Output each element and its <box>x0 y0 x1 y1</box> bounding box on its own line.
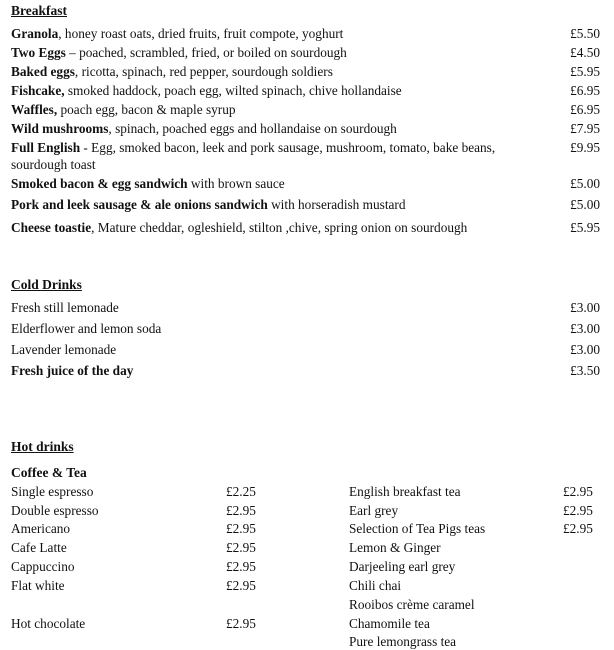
item-desc: , honey roast oats, dried fruits, fruit compote, yoghurt <box>58 26 344 41</box>
item-name: Granola <box>11 26 59 41</box>
item-price: £2.95 <box>226 616 256 631</box>
item-price: £2.25 <box>226 484 256 499</box>
item-price: £2.95 <box>563 521 593 536</box>
item-name: Wild mushrooms <box>11 121 109 136</box>
item-price: £3.00 <box>570 300 600 315</box>
item-price: £2.95 <box>226 521 256 536</box>
item-desc-continued: sourdough toast <box>11 157 96 172</box>
item-price: £2.95 <box>226 578 256 593</box>
menu-item-earl-grey: Earl grey <box>349 503 399 518</box>
menu-item-tea-pigs-selection: Selection of Tea Pigs teas <box>349 521 486 536</box>
menu-item-english-breakfast-tea: English breakfast tea <box>349 484 461 499</box>
hot-drinks-heading: Hot drinks <box>11 439 74 454</box>
menu-item-pork-leek-sandwich <box>11 197 406 213</box>
item-price: £3.00 <box>570 342 600 357</box>
item-name: Full English <box>11 140 81 155</box>
item-price: £2.95 <box>563 503 593 518</box>
cold-drinks-heading: Cold Drinks <box>11 277 82 292</box>
item-name: Pork and leek sausage & ale onions sandwich <box>11 197 268 212</box>
item-price: £5.00 <box>570 197 600 212</box>
item-desc: , spinach, poached eggs and hollandaise on sourdough <box>108 121 397 136</box>
item-price: £5.50 <box>570 26 600 41</box>
item-desc: with horseradish mustard <box>267 197 406 212</box>
item-price: £3.50 <box>570 363 600 378</box>
item-price: £9.95 <box>570 140 600 155</box>
menu-item-bacon-egg-sandwich <box>11 176 285 192</box>
menu-item-cafe-latte: Cafe Latte <box>11 540 67 555</box>
item-name: Fishcake, <box>11 83 65 98</box>
item-name: Waffles, <box>11 102 58 117</box>
coffee-tea-subheading: Coffee & Tea <box>11 465 87 480</box>
item-price: £5.95 <box>570 64 600 79</box>
item-price: £3.00 <box>570 321 600 336</box>
menu-item-cheese-toastie <box>11 220 467 236</box>
menu-item-full-english <box>11 140 495 156</box>
menu-item-fishcake <box>11 83 402 99</box>
menu-item-single-espresso: Single espresso <box>11 484 94 499</box>
menu-item-flat-white: Flat white <box>11 578 65 593</box>
menu-item-rooibos-creme-caramel: Rooibos crème caramel <box>349 597 475 612</box>
item-price: £2.95 <box>226 503 256 518</box>
item-name: Two Eggs <box>11 45 66 60</box>
menu-item-cappuccino: Cappuccino <box>11 559 75 574</box>
item-desc: with brown sauce <box>187 176 285 191</box>
menu-item-fresh-still-lemonade: Fresh still lemonade <box>11 300 119 315</box>
menu-item-elderflower-soda: Elderflower and lemon soda <box>11 321 162 336</box>
item-desc: – poached, scrambled, fried, or boiled on sourdough <box>65 45 347 60</box>
menu-item-double-espresso: Double espresso <box>11 503 99 518</box>
menu-item-chamomile-tea: Chamomile tea <box>349 616 430 631</box>
menu-item-pure-lemongrass-tea: Pure lemongrass tea <box>349 634 457 649</box>
item-price: £7.95 <box>570 121 600 136</box>
item-price: £2.95 <box>563 484 593 499</box>
item-price: £6.95 <box>570 83 600 98</box>
menu-item-hot-chocolate: Hot chocolate <box>11 616 86 631</box>
item-price: £6.95 <box>570 102 600 117</box>
item-desc: poach egg, bacon & maple syrup <box>57 102 236 117</box>
menu-item-waffles <box>11 102 236 118</box>
item-name: Smoked bacon & egg sandwich <box>11 176 188 191</box>
item-price: £5.00 <box>570 176 600 191</box>
item-desc: - Egg, smoked bacon, leek and pork sausage, mushroom, tomato, bake beans, <box>80 140 496 155</box>
menu-item-wild-mushrooms <box>11 121 397 137</box>
item-price: £2.95 <box>226 559 256 574</box>
menu-item-americano: Americano <box>11 521 71 536</box>
item-name: Baked eggs <box>11 64 75 79</box>
menu-item-lemon-ginger: Lemon & Ginger <box>349 540 441 555</box>
item-desc: , Mature cheddar, ogleshield, stilton ,chive, spring onion on sourdough <box>91 220 468 235</box>
menu-item-baked-eggs <box>11 64 333 80</box>
menu-item-two-eggs <box>11 45 347 61</box>
menu-item-darjeeling-earl-grey: Darjeeling earl grey <box>349 559 456 574</box>
item-price: £5.95 <box>570 220 600 235</box>
item-desc: , ricotta, spinach, red pepper, sourdough soldiers <box>74 64 333 79</box>
menu-item-fresh-juice: Fresh juice of the day <box>11 363 134 378</box>
item-desc: smoked haddock, poach egg, wilted spinach, chive hollandaise <box>64 83 402 98</box>
breakfast-heading: Breakfast <box>11 3 67 18</box>
item-price: £2.95 <box>226 540 256 555</box>
menu-item-lavender-lemonade: Lavender lemonade <box>11 342 117 357</box>
menu-item-chili-chai: Chili chai <box>349 578 402 593</box>
item-name: Cheese toastie <box>11 220 92 235</box>
menu-item-granola <box>11 26 343 42</box>
item-price: £4.50 <box>570 45 600 60</box>
